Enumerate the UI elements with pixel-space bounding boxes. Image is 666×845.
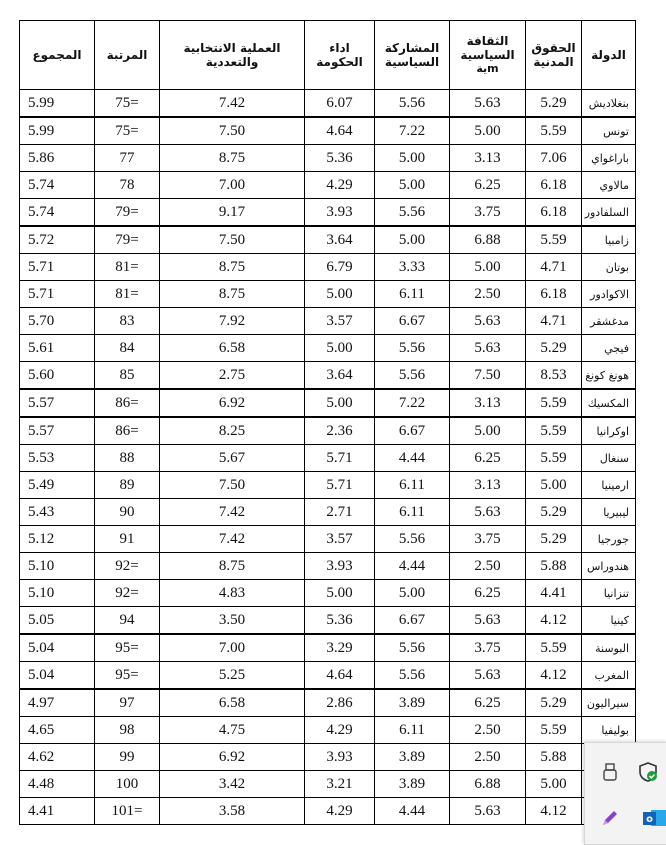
cell-government: 2.86 [305, 689, 375, 717]
table-row [20, 254, 636, 281]
cell-country: اوكرانيا [582, 417, 636, 445]
cell-civil-rights: 5.59 [526, 389, 582, 417]
cell-country: جورجيا [582, 526, 636, 553]
outlook-letter: o [646, 814, 653, 825]
cell-culture: 2.50 [450, 744, 526, 771]
cell-culture: 3.75 [450, 526, 526, 553]
cell-participation: 3.89 [375, 771, 450, 798]
cell-rank: 98 [95, 717, 160, 744]
cell-total: 5.61 [20, 335, 95, 362]
header-government-performance: اداء الحكومة [305, 21, 375, 90]
cell-participation: 3.33 [375, 254, 450, 281]
table-row [20, 526, 636, 553]
cell-government: 5.36 [305, 145, 375, 172]
cell-country: ليبيريا [582, 499, 636, 526]
cell-country: بوتان [582, 254, 636, 281]
table-row [20, 607, 636, 635]
cell-rank: 101= [95, 798, 160, 825]
cell-government: 3.64 [305, 226, 375, 254]
cell-rank: 84 [95, 335, 160, 362]
header-electoral-process: العملية الانتخابية والتعددية [160, 21, 305, 90]
cell-culture: 5.63 [450, 499, 526, 526]
cell-electoral: 7.00 [160, 172, 305, 199]
cell-country: باراغواي [582, 145, 636, 172]
cell-culture: 6.25 [450, 580, 526, 607]
table-row [20, 499, 636, 526]
cell-total: 5.05 [20, 607, 95, 635]
cell-civil-rights: 6.18 [526, 172, 582, 199]
pen-icon[interactable] [599, 807, 621, 829]
cell-government: 2.36 [305, 417, 375, 445]
cell-total: 5.57 [20, 389, 95, 417]
cell-participation: 5.56 [375, 362, 450, 390]
header-row [20, 21, 636, 90]
document-page [19, 20, 636, 825]
cell-civil-rights: 5.29 [526, 499, 582, 526]
cell-government: 4.29 [305, 798, 375, 825]
cell-electoral: 8.75 [160, 145, 305, 172]
cell-government: 5.00 [305, 335, 375, 362]
table-row [20, 717, 636, 744]
cell-country: بوليفيا [582, 717, 636, 744]
cell-electoral: 8.75 [160, 254, 305, 281]
cell-civil-rights: 5.00 [526, 771, 582, 798]
cell-participation: 5.00 [375, 172, 450, 199]
cell-civil-rights: 8.53 [526, 362, 582, 390]
cell-participation: 3.89 [375, 744, 450, 771]
header-total: المجموع [20, 21, 95, 90]
table-row [20, 362, 636, 390]
table-row [20, 226, 636, 254]
cell-government: 5.71 [305, 472, 375, 499]
cell-participation: 6.11 [375, 717, 450, 744]
table-row [20, 389, 636, 417]
cell-total: 5.71 [20, 254, 95, 281]
cell-participation: 4.44 [375, 445, 450, 472]
cell-electoral: 4.83 [160, 580, 305, 607]
cell-government: 4.29 [305, 717, 375, 744]
cell-culture: 5.63 [450, 308, 526, 335]
header-rank: المرتبة [95, 21, 160, 90]
cell-participation: 5.56 [375, 335, 450, 362]
cell-rank: 95= [95, 662, 160, 690]
cell-rank: 79= [95, 226, 160, 254]
cell-rank: 90 [95, 499, 160, 526]
cell-participation: 5.56 [375, 90, 450, 118]
taskbar-flyout [584, 742, 666, 845]
cell-country: سنغال [582, 445, 636, 472]
cell-government: 3.57 [305, 308, 375, 335]
cell-culture: 6.25 [450, 689, 526, 717]
cell-rank: 79= [95, 199, 160, 227]
cell-culture: 3.13 [450, 472, 526, 499]
cell-total: 5.04 [20, 634, 95, 662]
table-row [20, 417, 636, 445]
cell-civil-rights: 5.59 [526, 634, 582, 662]
cell-rank: 81= [95, 254, 160, 281]
cell-government: 3.64 [305, 362, 375, 390]
cell-electoral: 8.25 [160, 417, 305, 445]
cell-total: 5.04 [20, 662, 95, 690]
cell-culture: 5.63 [450, 335, 526, 362]
cell-government: 2.71 [305, 499, 375, 526]
cell-electoral: 3.50 [160, 607, 305, 635]
cell-participation: 4.44 [375, 553, 450, 580]
cell-electoral: 8.75 [160, 553, 305, 580]
cell-total: 5.10 [20, 553, 95, 580]
cell-electoral: 3.42 [160, 771, 305, 798]
cell-country: مالاوي [582, 172, 636, 199]
cell-participation: 5.00 [375, 226, 450, 254]
cell-government: 6.07 [305, 90, 375, 118]
cell-electoral: 7.00 [160, 634, 305, 662]
cell-government: 4.64 [305, 662, 375, 690]
cell-culture: 6.88 [450, 226, 526, 254]
table-row [20, 798, 636, 825]
cell-culture: 3.75 [450, 634, 526, 662]
cell-electoral: 2.75 [160, 362, 305, 390]
cell-culture: 5.63 [450, 90, 526, 118]
cell-participation: 5.56 [375, 634, 450, 662]
cell-rank: 99 [95, 744, 160, 771]
cell-total: 5.53 [20, 445, 95, 472]
cell-rank: 85 [95, 362, 160, 390]
cell-culture: 2.50 [450, 553, 526, 580]
cell-culture: 6.88 [450, 771, 526, 798]
cell-government: 5.00 [305, 281, 375, 308]
cell-rank: 77 [95, 145, 160, 172]
cell-rank: 92= [95, 553, 160, 580]
cell-civil-rights: 5.59 [526, 717, 582, 744]
cell-government: 3.93 [305, 199, 375, 227]
table-row [20, 199, 636, 227]
cell-culture: 5.00 [450, 417, 526, 445]
cell-total: 5.74 [20, 172, 95, 199]
cell-government: 5.00 [305, 389, 375, 417]
cell-total: 5.57 [20, 417, 95, 445]
cell-country: زامبيا [582, 226, 636, 254]
cell-culture: 2.50 [450, 281, 526, 308]
cell-government: 4.29 [305, 172, 375, 199]
cell-total: 5.86 [20, 145, 95, 172]
table-row [20, 90, 636, 118]
cell-country: تنزانيا [582, 580, 636, 607]
cell-country: المكسيك [582, 389, 636, 417]
cell-participation: 5.00 [375, 145, 450, 172]
header-country: الدولة [582, 21, 636, 90]
cell-government: 3.57 [305, 526, 375, 553]
table-row [20, 580, 636, 607]
cell-electoral: 7.42 [160, 90, 305, 118]
cell-electoral: 6.92 [160, 744, 305, 771]
cell-government: 3.93 [305, 744, 375, 771]
table-row [20, 308, 636, 335]
cell-civil-rights: 5.59 [526, 117, 582, 145]
cell-total: 4.65 [20, 717, 95, 744]
table-row [20, 689, 636, 717]
cell-rank: 83 [95, 308, 160, 335]
cell-government: 5.71 [305, 445, 375, 472]
cell-country: ارمينيا [582, 472, 636, 499]
cell-rank: 92= [95, 580, 160, 607]
table-body [20, 90, 636, 825]
cell-rank: 81= [95, 281, 160, 308]
table-row [20, 172, 636, 199]
cell-culture: 5.63 [450, 798, 526, 825]
cell-culture: 5.00 [450, 117, 526, 145]
table-row [20, 553, 636, 580]
cell-civil-rights: 4.71 [526, 254, 582, 281]
cell-electoral: 8.75 [160, 281, 305, 308]
cell-civil-rights: 5.59 [526, 417, 582, 445]
cell-total: 5.49 [20, 472, 95, 499]
cell-total: 5.43 [20, 499, 95, 526]
cell-civil-rights: 4.71 [526, 308, 582, 335]
cell-participation: 6.67 [375, 417, 450, 445]
cell-total: 5.71 [20, 281, 95, 308]
cell-civil-rights: 4.12 [526, 607, 582, 635]
cell-participation: 5.56 [375, 526, 450, 553]
cell-civil-rights: 5.29 [526, 90, 582, 118]
table-row [20, 117, 636, 145]
cell-electoral: 7.42 [160, 499, 305, 526]
cell-participation: 5.56 [375, 199, 450, 227]
header-political-culture-label: الثقافة السياسية [460, 34, 515, 62]
security-shield-icon[interactable] [637, 761, 659, 783]
cell-participation: 7.22 [375, 117, 450, 145]
cell-civil-rights: 5.29 [526, 335, 582, 362]
cell-culture: 3.13 [450, 389, 526, 417]
cell-civil-rights: 4.12 [526, 798, 582, 825]
table-row [20, 335, 636, 362]
cell-participation: 5.00 [375, 580, 450, 607]
table-row [20, 634, 636, 662]
cell-participation: 6.11 [375, 281, 450, 308]
cell-country: تونس [582, 117, 636, 145]
outlook-icon[interactable] [641, 805, 666, 831]
cell-culture: 6.25 [450, 172, 526, 199]
cell-participation: 6.11 [375, 472, 450, 499]
cell-country: بنغلاديش [582, 90, 636, 118]
table-row [20, 771, 636, 798]
cell-country: المغرب [582, 662, 636, 690]
cell-total: 5.99 [20, 90, 95, 118]
cell-culture: 6.25 [450, 445, 526, 472]
cell-participation: 6.11 [375, 499, 450, 526]
cell-participation: 6.67 [375, 607, 450, 635]
cell-rank: 95= [95, 634, 160, 662]
cell-total: 5.70 [20, 308, 95, 335]
cell-rank: 78 [95, 172, 160, 199]
cell-electoral: 4.75 [160, 717, 305, 744]
cell-government: 5.36 [305, 607, 375, 635]
usb-drive-icon[interactable] [599, 761, 621, 783]
cell-government: 3.29 [305, 634, 375, 662]
cell-government: 3.93 [305, 553, 375, 580]
cell-total: 4.62 [20, 744, 95, 771]
table-row [20, 445, 636, 472]
cell-civil-rights: 7.06 [526, 145, 582, 172]
table-row [20, 744, 636, 771]
cell-culture: 3.13 [450, 145, 526, 172]
cell-civil-rights: 6.18 [526, 199, 582, 227]
cell-civil-rights: 5.29 [526, 689, 582, 717]
cell-country: هندوراس [582, 553, 636, 580]
header-political-culture [450, 21, 526, 90]
cell-rank: 75= [95, 90, 160, 118]
cell-total: 5.99 [20, 117, 95, 145]
democracy-index-table [19, 20, 636, 825]
cell-government: 3.21 [305, 771, 375, 798]
cell-electoral: 7.50 [160, 472, 305, 499]
cell-country: الاكوادور [582, 281, 636, 308]
cell-civil-rights: 5.59 [526, 445, 582, 472]
cell-total: 5.60 [20, 362, 95, 390]
cell-participation: 7.22 [375, 389, 450, 417]
cell-civil-rights: 5.88 [526, 744, 582, 771]
cell-civil-rights: 5.00 [526, 472, 582, 499]
cell-total: 4.97 [20, 689, 95, 717]
cell-civil-rights: 5.29 [526, 526, 582, 553]
cell-electoral: 5.25 [160, 662, 305, 690]
table-row [20, 145, 636, 172]
cell-rank: 94 [95, 607, 160, 635]
header-political-culture-tail: يةm [476, 62, 499, 75]
cell-culture: 3.75 [450, 199, 526, 227]
cell-total: 5.12 [20, 526, 95, 553]
cell-country: فيجي [582, 335, 636, 362]
cell-electoral: 7.42 [160, 526, 305, 553]
cell-rank: 75= [95, 117, 160, 145]
cell-electoral: 6.58 [160, 335, 305, 362]
cell-government: 5.00 [305, 580, 375, 607]
header-political-participation: المشاركة السياسية [375, 21, 450, 90]
header-civil-rights: الحقوق المدنية [526, 21, 582, 90]
cell-electoral: 6.92 [160, 389, 305, 417]
cell-rank: 97 [95, 689, 160, 717]
cell-total: 5.72 [20, 226, 95, 254]
cell-country: البوسنة [582, 634, 636, 662]
cell-electoral: 7.92 [160, 308, 305, 335]
cell-country: سيراليون [582, 689, 636, 717]
cell-culture: 2.50 [450, 717, 526, 744]
cell-electoral: 6.58 [160, 689, 305, 717]
table-row [20, 472, 636, 499]
cell-total: 4.41 [20, 798, 95, 825]
cell-total: 5.74 [20, 199, 95, 227]
cell-electoral: 9.17 [160, 199, 305, 227]
cell-culture: 7.50 [450, 362, 526, 390]
cell-civil-rights: 6.18 [526, 281, 582, 308]
cell-rank: 91 [95, 526, 160, 553]
cell-participation: 6.67 [375, 308, 450, 335]
cell-rank: 88 [95, 445, 160, 472]
cell-electoral: 3.58 [160, 798, 305, 825]
cell-rank: 86= [95, 417, 160, 445]
cell-civil-rights: 5.88 [526, 553, 582, 580]
cell-civil-rights: 4.12 [526, 662, 582, 690]
cell-government: 4.64 [305, 117, 375, 145]
cell-electoral: 5.67 [160, 445, 305, 472]
cell-participation: 4.44 [375, 798, 450, 825]
cell-country: السلفادور [582, 199, 636, 227]
cell-total: 4.48 [20, 771, 95, 798]
cell-rank: 100 [95, 771, 160, 798]
cell-rank: 89 [95, 472, 160, 499]
table-row [20, 662, 636, 690]
cell-country: كينيا [582, 607, 636, 635]
cell-civil-rights: 4.41 [526, 580, 582, 607]
cell-country: هونغ كونغ [582, 362, 636, 390]
cell-country: مدغشقر [582, 308, 636, 335]
cell-participation: 5.56 [375, 662, 450, 690]
cell-total: 5.10 [20, 580, 95, 607]
cell-culture: 5.63 [450, 607, 526, 635]
cell-participation: 3.89 [375, 689, 450, 717]
cell-culture: 5.00 [450, 254, 526, 281]
cell-electoral: 7.50 [160, 226, 305, 254]
cell-government: 6.79 [305, 254, 375, 281]
cell-culture: 5.63 [450, 662, 526, 690]
cell-electoral: 7.50 [160, 117, 305, 145]
cell-rank: 86= [95, 389, 160, 417]
cell-civil-rights: 5.59 [526, 226, 582, 254]
table-row [20, 281, 636, 308]
